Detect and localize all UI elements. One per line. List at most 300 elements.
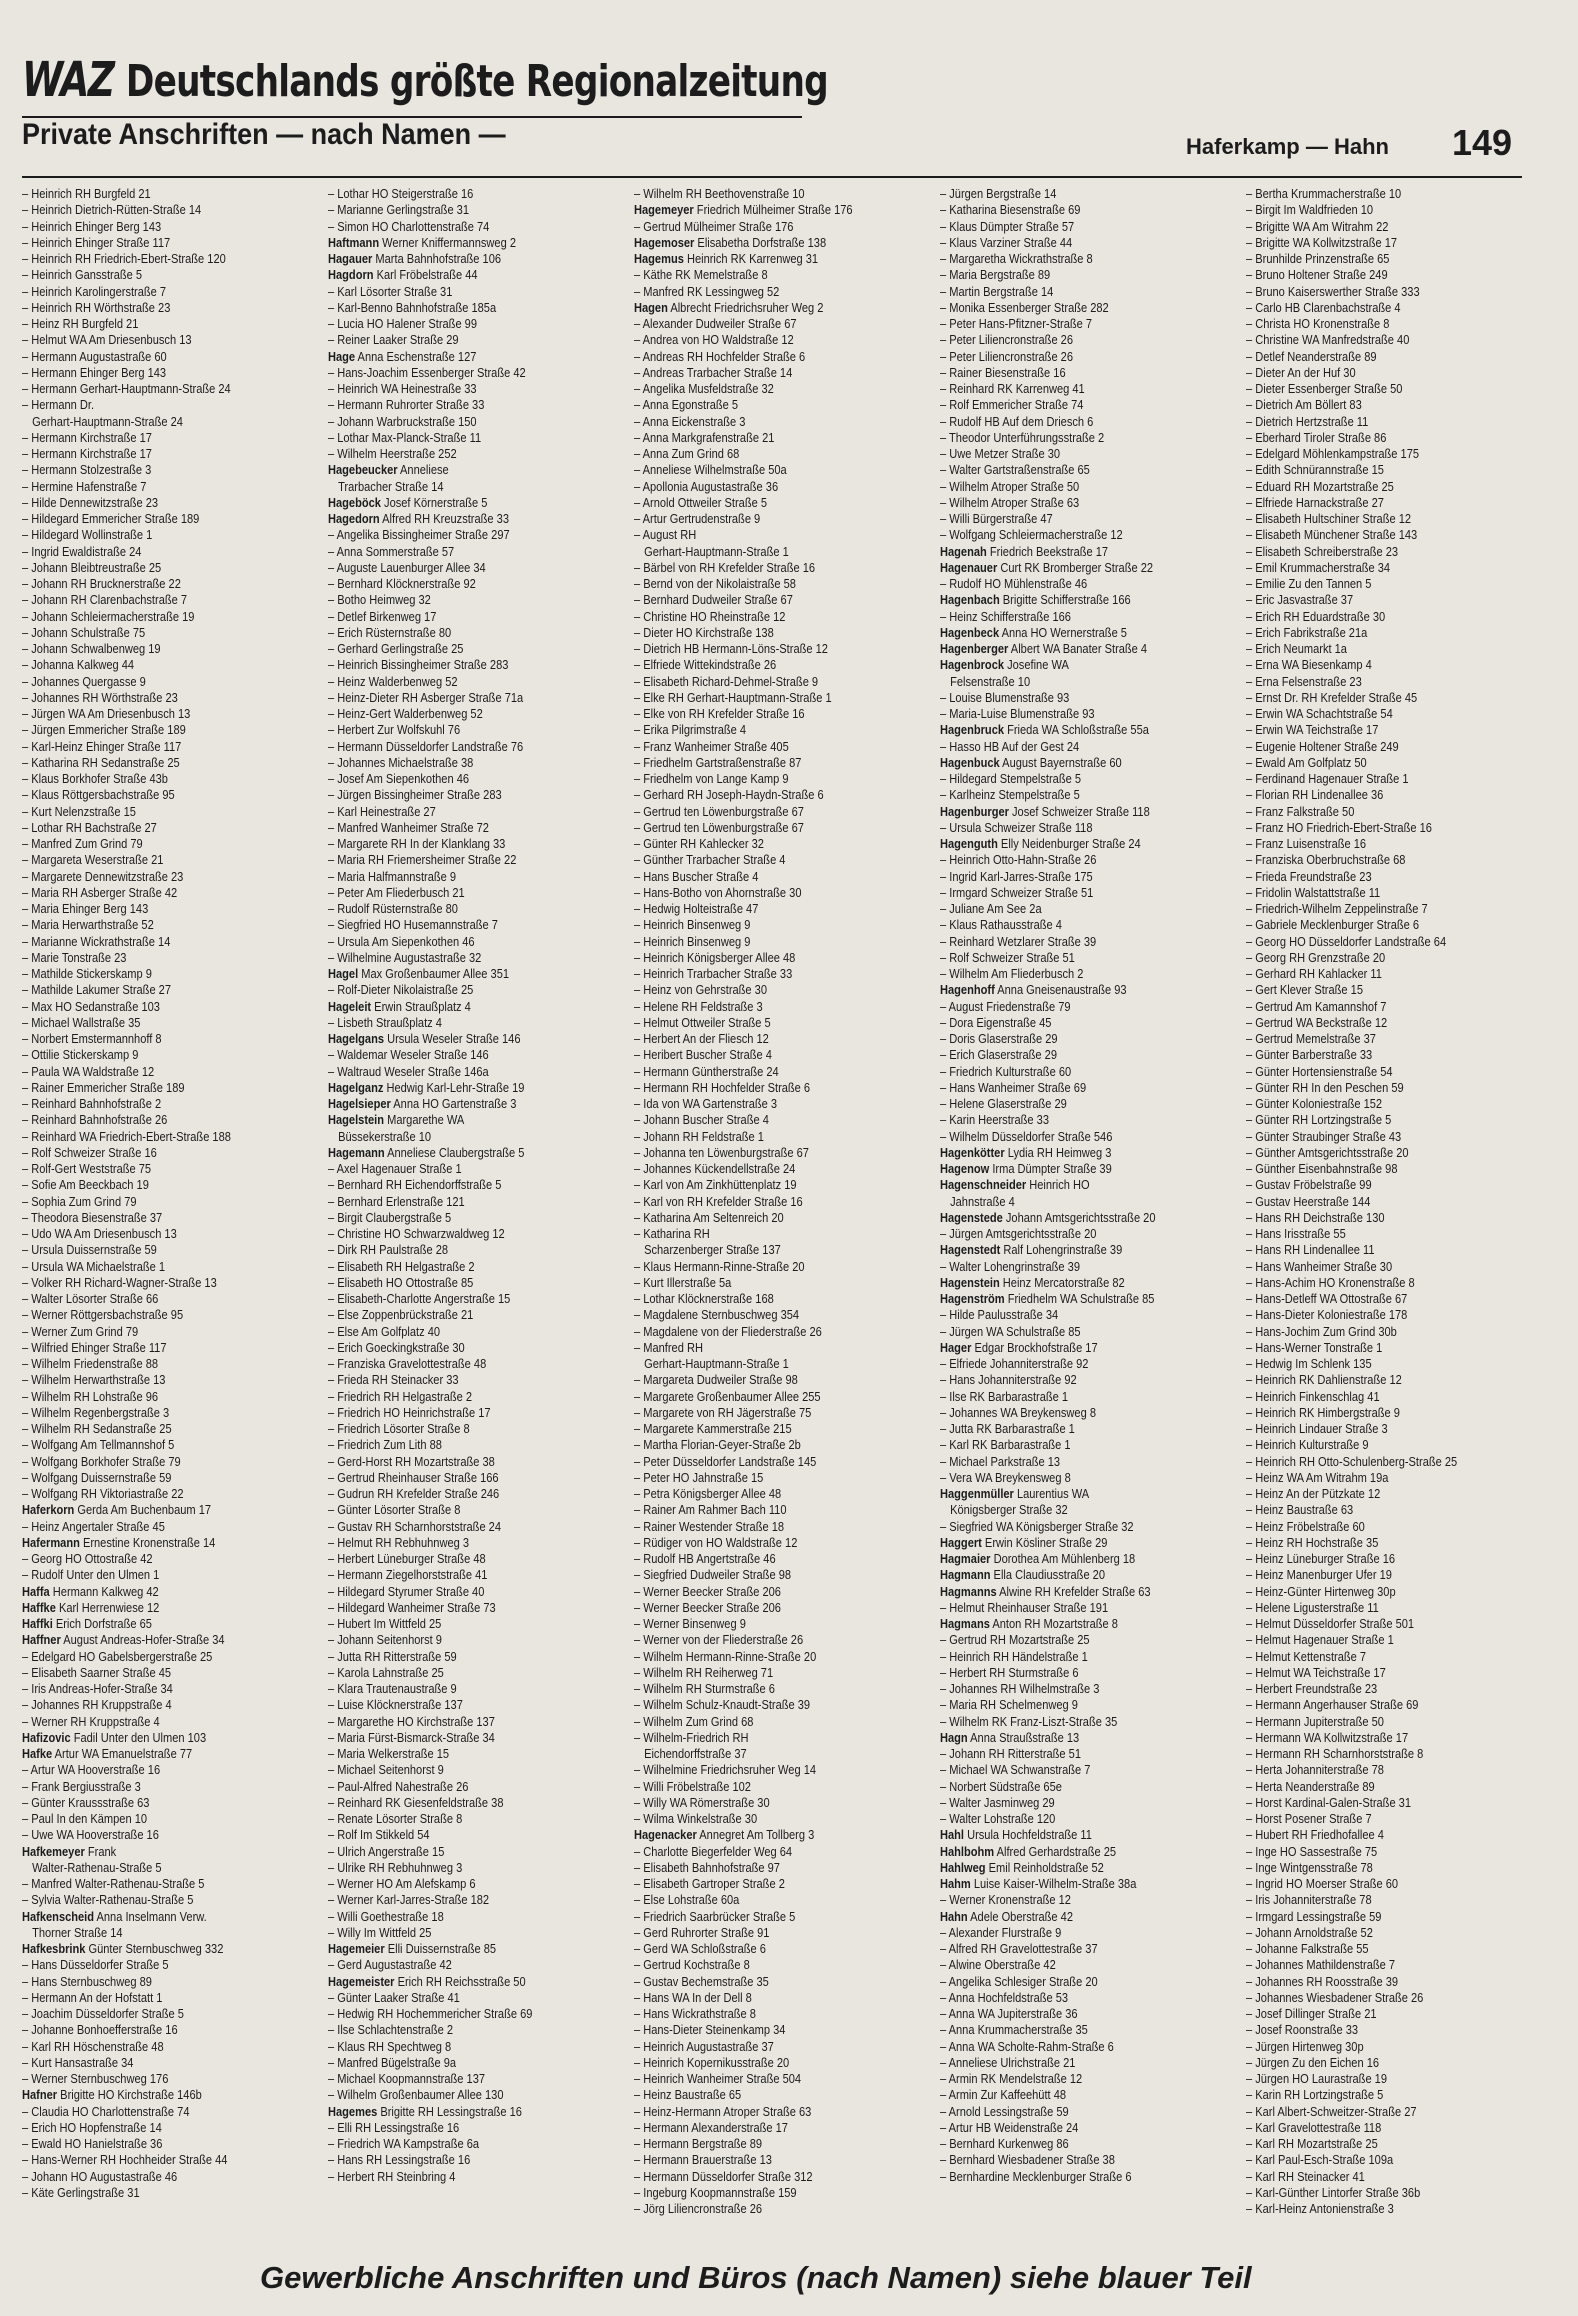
directory-entry: – Siegfried HO Husemannstraße 7 xyxy=(328,917,498,933)
directory-entry: – Wolfgang Duissernstraße 59 xyxy=(22,1469,172,1485)
directory-entry: – Marianne Wickrathstraße 14 xyxy=(22,933,171,949)
directory-entry: – Hubert Im Wittfeld 25 xyxy=(328,1616,442,1631)
directory-entry: – Magdalene von der Fliederstraße 26 xyxy=(634,1323,822,1339)
directory-entry: – Peter Liliencronstraße 26 xyxy=(940,348,1074,364)
directory-entry: – Elke RH Gerhart-Hauptmann-Straße 1 xyxy=(634,689,832,705)
directory-entry: – Heinz Baustraße 63 xyxy=(1246,1502,1354,1518)
directory-entry: – Bernhard Erlenstraße 121 xyxy=(328,1193,465,1209)
directory-entry: – Renate Lösorter Straße 8 xyxy=(328,1811,463,1826)
directory-entry: – Karl RK Barbarastraße 1 xyxy=(940,1437,1071,1453)
directory-entry: – Iris Johanniterstraße 78 xyxy=(1246,1892,1372,1908)
directory-entry: – Rolf Schweizer Straße 16 xyxy=(22,1144,157,1160)
directory-entry: – Christine HO Rheinstraße 12 xyxy=(634,608,786,624)
directory-entry: – Erwin WA Teichstraße 17 xyxy=(1246,722,1379,738)
directory-entry: – Hermann Kirchstraße 17 xyxy=(22,446,152,461)
directory-entry: – Walter Lohstraße 120 xyxy=(940,1811,1056,1826)
directory-entry: – Günter Barberstraße 33 xyxy=(1246,1047,1373,1063)
directory-entry: Hagenbuck August Bayernstraße 60 xyxy=(940,754,1122,770)
directory-entry: – Christa HO Kronenstraße 8 xyxy=(1246,316,1390,331)
directory-entry: – Hans-Joachim Essenberger Straße 42 xyxy=(328,364,526,380)
directory-entry: Jahnstraße 4 xyxy=(950,1193,1015,1209)
directory-entry: – Carlo HB Clarenbachstraße 4 xyxy=(1246,299,1401,315)
directory-entry: Hagelsieper Anna HO Gartenstraße 3 xyxy=(328,1096,517,1111)
directory-entry: – Lisbeth Straußplatz 4 xyxy=(328,1014,442,1030)
directory-entry: Thorner Straße 14 xyxy=(32,1924,123,1940)
directory-entry: – Jürgen Zu den Eichen 16 xyxy=(1246,2054,1380,2070)
directory-entry: – Johann Warbruckstraße 150 xyxy=(328,413,477,429)
directory-entry: – Hans Buscher Straße 4 xyxy=(634,868,759,884)
directory-entry: – Bruno Holtener Straße 249 xyxy=(1246,267,1388,283)
directory-entry: Hafner Brigitte HO Kirchstraße 146b xyxy=(22,2087,202,2103)
directory-entry: – Inge Wintgensstraße 78 xyxy=(1246,1859,1373,1875)
directory-entry: – Friedhelm von Lange Kamp 9 xyxy=(634,771,789,786)
directory-entry: – Brunhilde Prinzenstraße 65 xyxy=(1246,251,1390,266)
directory-entry: – Ewald HO Hanielstraße 36 xyxy=(22,2136,163,2151)
directory-entry: – Johannes Quergasse 9 xyxy=(22,673,146,689)
directory-entry: – Johann Bleibtreustraße 25 xyxy=(22,559,162,575)
directory-entry: – Hans RH Lessingstraße 16 xyxy=(328,2152,471,2168)
directory-entry: – Waldemar Weseler Straße 146 xyxy=(328,1047,489,1063)
directory-entry: Hagenacker Annegret Am Tollberg 3 xyxy=(634,1827,815,1843)
directory-entry: – Peter HO Jahnstraße 15 xyxy=(634,1469,764,1485)
directory-entry: – Ursula Duissernstraße 59 xyxy=(22,1242,157,1258)
directory-entry: – Ingrid Ewaldistraße 24 xyxy=(22,543,142,559)
directory-entry: – Gustav Heerstraße 144 xyxy=(1246,1193,1371,1209)
directory-entry: Hahlbohm Alfred Gerhardstraße 25 xyxy=(940,1843,1117,1859)
directory-entry: Trarbacher Straße 14 xyxy=(338,478,444,494)
directory-entry: – Gudrun RH Krefelder Straße 246 xyxy=(328,1486,500,1501)
directory-entry: – Wilhelm Schulz-Knaudt-Straße 39 xyxy=(634,1697,811,1713)
directory-entry: – Gerd WA Schloßstraße 6 xyxy=(634,1941,766,1956)
directory-entry: – Hermann Brauerstraße 13 xyxy=(634,2152,772,2168)
directory-entry: – Joachim Düsseldorfer Straße 5 xyxy=(22,2006,184,2021)
directory-entry: – Herbert Lüneburger Straße 48 xyxy=(328,1551,486,1566)
directory-entry: – Reinhard RK Karrenweg 41 xyxy=(940,381,1085,396)
directory-entry: – Wilhelm RH Beethovenstraße 10 xyxy=(634,186,805,201)
directory-entry: – Karl-Heinz Antonienstraße 3 xyxy=(1246,2201,1394,2216)
directory-entry: – Hermann Angerhauser Straße 69 xyxy=(1246,1697,1419,1713)
directory-entry: – Max HO Sedanstraße 103 xyxy=(22,998,160,1014)
directory-entry: – Maria Halfmannstraße 9 xyxy=(328,868,457,884)
directory-entry: – Johann RH Brucknerstraße 22 xyxy=(22,576,181,591)
directory-entry: – Erich Fabrikstraße 21a xyxy=(1246,624,1368,640)
directory-entry: – Anna WA Jupiterstraße 36 xyxy=(940,2006,1078,2021)
directory-entry: Haffner August Andreas-Hofer-Straße 34 xyxy=(22,1632,225,1648)
directory-entry: – Klaus Dümpter Straße 57 xyxy=(940,218,1075,234)
directory-entry: – Kurt Illerstraße 5a xyxy=(634,1274,732,1290)
directory-entry: – Wilhelm RH Reiherweg 71 xyxy=(634,1664,774,1680)
directory-entry: – Rolf Im Stikkeld 54 xyxy=(328,1827,430,1843)
directory-entry: – Klaus RH Spechtweg 8 xyxy=(328,2038,452,2054)
directory-entry: – Karl RH Mozartstraße 25 xyxy=(1246,2136,1378,2151)
directory-entry: – Jürgen Amtsgerichtsstraße 20 xyxy=(940,1226,1097,1241)
directory-entry: – Anna Eickenstraße 3 xyxy=(634,413,746,429)
directory-entry: – Josef Am Siepenkothen 46 xyxy=(328,771,470,786)
directory-entry: – Wilhelm Düsseldorfer Straße 546 xyxy=(940,1128,1113,1144)
directory-entry: – Johann RH Ritterstraße 51 xyxy=(940,1746,1082,1761)
directory-entry: – Erich Glaserstraße 29 xyxy=(940,1047,1057,1063)
directory-entry: Hagemeier Elli Duissernstraße 85 xyxy=(328,1941,497,1956)
listing-column-4 xyxy=(940,186,1236,2240)
directory-entry: – Helene Glaserstraße 29 xyxy=(940,1096,1067,1111)
directory-entry: – Rainer Westender Straße 18 xyxy=(634,1518,785,1534)
directory-entry: – Walter Jasminweg 29 xyxy=(940,1794,1055,1810)
directory-entry: – Manfred Wanheimer Straße 72 xyxy=(328,819,489,835)
directory-entry: – August Friedenstraße 79 xyxy=(940,998,1071,1014)
directory-entry: – Rainer Biesenstraße 16 xyxy=(940,364,1066,380)
directory-entry: – Hermann Gerhart-Hauptmann-Straße 24 xyxy=(22,381,231,396)
name-range: Haferkamp — Hahn xyxy=(1186,134,1389,159)
directory-entry: – Norbert Südstraße 65e xyxy=(940,1778,1062,1794)
directory-entry: – Hermann Dr. xyxy=(22,397,95,413)
directory-entry: – Hildegard Wollinstraße 1 xyxy=(22,527,153,543)
directory-entry: – Werner Karl-Jarres-Straße 182 xyxy=(328,1892,490,1908)
directory-entry: – Wilhelm Atroper Straße 50 xyxy=(940,478,1080,494)
directory-entry: – Helmut Düsseldorfer Straße 501 xyxy=(1246,1616,1415,1631)
directory-entry: – Elisabeth Schreiberstraße 23 xyxy=(1246,543,1399,559)
directory-entry: – Heribert Buscher Straße 4 xyxy=(634,1047,772,1063)
directory-entry: – Hilde Paulusstraße 34 xyxy=(940,1307,1059,1323)
directory-entry: – Erika Pilgrimstraße 4 xyxy=(634,722,747,738)
directory-entry: Gerhart-Hauptmann-Straße 1 xyxy=(644,543,789,559)
directory-entry: – Helmut WA Teichstraße 17 xyxy=(1246,1664,1386,1680)
directory-entry: – Axel Hagenauer Straße 1 xyxy=(328,1161,462,1176)
directory-entry: – Mathilde Stickerskamp 9 xyxy=(22,966,152,981)
directory-entry: – Erich Neumarkt 1a xyxy=(1246,641,1347,656)
directory-entry: – Elfriede Wittekindstraße 26 xyxy=(634,657,777,673)
directory-entry: – Hermann Kirchstraße 17 xyxy=(22,429,152,445)
directory-entry: – Klaus Varziner Straße 44 xyxy=(940,234,1073,250)
directory-entry: – Gustav RH Scharnhorststraße 24 xyxy=(328,1518,502,1534)
directory-entry: – Anna Hochfeldstraße 53 xyxy=(940,1989,1069,2005)
directory-entry: Hagebeucker Anneliese xyxy=(328,462,449,478)
directory-entry: – Jürgen Emmericher Straße 189 xyxy=(22,722,186,738)
directory-entry: – Andreas Trarbacher Straße 14 xyxy=(634,364,793,380)
directory-entry: Hagmans Anton RH Mozartstraße 8 xyxy=(940,1616,1118,1631)
directory-entry: – Wilhelmine Friedrichsruher Weg 14 xyxy=(634,1762,817,1778)
directory-entry: Königsberger Straße 32 xyxy=(950,1502,1068,1518)
directory-entry: – Hans-Werner RH Hochheider Straße 44 xyxy=(22,2152,228,2168)
directory-entry: – Wilma Winkelstraße 30 xyxy=(634,1811,758,1826)
directory-entry: – Elfriede Johanniterstraße 92 xyxy=(940,1356,1089,1371)
directory-entry: – Hans-Dieter Steinenkamp 34 xyxy=(634,2022,786,2038)
directory-entry: – Gustav Fröbelstraße 99 xyxy=(1246,1177,1372,1193)
directory-entry: Hagn Anna Straußstraße 13 xyxy=(940,1729,1080,1745)
directory-entry: – Hans-Detleff WA Ottostraße 67 xyxy=(1246,1291,1408,1306)
directory-entry: – Wilhelm RK Franz-Liszt-Straße 35 xyxy=(940,1713,1118,1729)
directory-entry: Hagelganz Hedwig Karl-Lehr-Straße 19 xyxy=(328,1079,525,1095)
directory-entry: Haggert Erwin Kösliner Straße 29 xyxy=(940,1534,1108,1550)
directory-entry: – Dietrich Am Böllert 83 xyxy=(1246,397,1362,413)
directory-entry: – Johann Schulstraße 75 xyxy=(22,624,146,640)
directory-entry: – Arnold Ottweiler Straße 5 xyxy=(634,494,767,510)
directory-entry: – Gertrud RH Mozartstraße 25 xyxy=(940,1632,1090,1648)
directory-entry: – Karl-Benno Bahnhofstraße 185a xyxy=(328,299,497,315)
directory-entry: Hahm Luise Kaiser-Wilhelm-Straße 38a xyxy=(940,1876,1137,1891)
directory-entry: – Maria RH Asberger Straße 42 xyxy=(22,884,178,900)
directory-entry: – Johann Schwalbenweg 19 xyxy=(22,641,161,656)
directory-entry: – Heinrich Otto-Hahn-Straße 26 xyxy=(940,852,1097,868)
directory-entry: – Fridolin Walstattstraße 11 xyxy=(1246,884,1381,900)
directory-entry: – Auguste Lauenburger Allee 34 xyxy=(328,559,486,575)
directory-entry: – Karin RH Lortzingstraße 5 xyxy=(1246,2087,1384,2103)
directory-entry: Büssekerstraße 10 xyxy=(338,1128,432,1144)
directory-entry: Haffki Erich Dorfstraße 65 xyxy=(22,1616,152,1631)
directory-entry: – Jörg Liliencronstraße 26 xyxy=(634,2201,763,2216)
directory-entry: – Klaus Rathausstraße 4 xyxy=(940,917,1062,933)
directory-entry: – Erwin WA Schachtstraße 54 xyxy=(1246,706,1393,721)
directory-entry: – Johanne Bonhoefferstraße 16 xyxy=(22,2022,178,2038)
directory-entry: – Heinrich Trarbacher Straße 33 xyxy=(634,966,793,981)
directory-entry: – Maria Ehinger Berg 143 xyxy=(22,901,149,916)
directory-entry: – Heinz Lüneburger Straße 16 xyxy=(1246,1551,1396,1566)
directory-entry: – Hans-Achim HO Kronenstraße 8 xyxy=(1246,1274,1415,1290)
directory-entry: – Werner HO Am Alefskamp 6 xyxy=(328,1876,476,1891)
directory-entry: – Manfred Zum Grind 79 xyxy=(22,836,143,851)
directory-entry: – Karl von Am Zinkhüttenplatz 19 xyxy=(634,1177,797,1193)
directory-entry: – Hermann RH Scharnhorststraße 8 xyxy=(1246,1746,1424,1761)
directory-entry: – Gerhard Gerlingstraße 25 xyxy=(328,641,464,656)
directory-entry: – Elke von RH Krefelder Straße 16 xyxy=(634,706,805,721)
directory-entry: Hageböck Josef Körnerstraße 5 xyxy=(328,494,488,510)
directory-entry: – Johanna ten Löwenburgstraße 67 xyxy=(634,1144,809,1160)
directory-entry: – Heinz Fröbelstraße 60 xyxy=(1246,1518,1365,1534)
directory-entry: – Gabriele Mecklenburger Straße 6 xyxy=(1246,917,1420,933)
directory-entry: – Michael WA Schwanstraße 7 xyxy=(940,1762,1091,1778)
directory-entry: – Walter Gartstraßenstraße 65 xyxy=(940,462,1090,478)
directory-entry: – Käthe RK Memelstraße 8 xyxy=(634,267,768,283)
directory-entry: – Hans Irisstraße 55 xyxy=(1246,1226,1346,1241)
directory-entry: – Charlotte Biegerfelder Weg 64 xyxy=(634,1843,793,1859)
directory-entry: – Simon HO Charlottenstraße 74 xyxy=(328,218,490,234)
directory-entry: – Alexander Flurstraße 9 xyxy=(940,1924,1062,1940)
directory-entry: – Walter Lohengrinstraße 39 xyxy=(940,1258,1080,1274)
directory-entry: – Maria Herwarthstraße 52 xyxy=(22,917,154,933)
directory-entry: – Rudolf HB Angertstraße 46 xyxy=(634,1551,776,1566)
directory-entry: – Erna WA Biesenkamp 4 xyxy=(1246,657,1372,673)
directory-entry: – Helene Ligusterstraße 11 xyxy=(1246,1599,1379,1615)
directory-entry: – Hermann Alexanderstraße 17 xyxy=(634,2119,788,2135)
directory-entry: Hager Edgar Brockhofstraße 17 xyxy=(940,1339,1098,1355)
directory-entry: – Werner Sternbuschweg 176 xyxy=(22,2071,169,2086)
directory-entry: Hagauer Marta Bahnhofstraße 106 xyxy=(328,251,502,266)
directory-entry: – Frank Bergiusstraße 3 xyxy=(22,1778,141,1794)
directory-entry: Hagenschneider Heinrich HO xyxy=(940,1177,1090,1193)
directory-entry: – Edelgard HO Gabelsbergerstraße 25 xyxy=(22,1648,213,1664)
directory-entry: – Anna Egonstraße 5 xyxy=(634,397,739,413)
directory-entry: Hafkemeyer Frank xyxy=(22,1843,117,1859)
directory-entry: – Katharina RH Sedanstraße 25 xyxy=(22,754,180,770)
directory-entry: – Birgit Claubergstraße 5 xyxy=(328,1209,452,1225)
directory-entry: – Erna Felsenstraße 23 xyxy=(1246,673,1362,689)
directory-entry: – Ingrid HO Moerser Straße 60 xyxy=(1246,1876,1399,1891)
directory-entry: – Angelika Schlesiger Straße 20 xyxy=(940,1973,1098,1989)
directory-entry: – Elisabeth Münchener Straße 143 xyxy=(1246,527,1418,543)
directory-entry: – Hans-Jochim Zum Grind 30b xyxy=(1246,1323,1397,1339)
listing-column-1 xyxy=(22,186,318,2240)
directory-entry: – Reinhard Wetzlarer Straße 39 xyxy=(940,933,1097,949)
directory-entry: – Heinz WA Am Witrahm 19a xyxy=(1246,1469,1389,1485)
directory-entry: – Hermann Jupiterstraße 50 xyxy=(1246,1713,1384,1729)
directory-entry: – Hermann Güntherstraße 24 xyxy=(634,1063,779,1079)
directory-entry: – Elisabeth-Charlotte Angerstraße 15 xyxy=(328,1291,511,1306)
directory-entry: Hagenburger Josef Schweizer Straße 118 xyxy=(940,803,1150,819)
directory-entry: – Heinrich Kulturstraße 9 xyxy=(1246,1437,1369,1453)
directory-entry: – Helmut Rheinhauser Straße 191 xyxy=(940,1599,1109,1615)
directory-entry: – Johann Seitenhorst 9 xyxy=(328,1632,442,1648)
directory-entry: – Dieter Essenberger Straße 50 xyxy=(1246,381,1403,396)
directory-entry: – Wilhelm Herwarthstraße 13 xyxy=(22,1372,166,1388)
directory-entry: – Lucia HO Halener Straße 99 xyxy=(328,316,478,331)
directory-entry: – Günter Laaker Straße 41 xyxy=(328,1989,460,2005)
directory-entry: – Franz Luisenstraße 16 xyxy=(1246,836,1367,851)
directory-entry: – Heinz RH Hochstraße 35 xyxy=(1246,1534,1379,1550)
page-number: 149 xyxy=(1452,122,1513,163)
directory-entry: Eichendorffstraße 37 xyxy=(644,1746,747,1761)
directory-entry: – Günter Koloniestraße 152 xyxy=(1246,1096,1383,1111)
directory-entry: – Hilde Dennewitzstraße 23 xyxy=(22,494,159,510)
directory-entry: – Norbert Emstermannhoff 8 xyxy=(22,1031,162,1046)
directory-entry: – Anneliese Wilhelmstraße 50a xyxy=(634,462,787,478)
directory-entry: – Johanne Falkstraße 55 xyxy=(1246,1941,1369,1956)
directory-entry: – Alfred RH Gravelottestraße 37 xyxy=(940,1941,1098,1956)
directory-entry: – Hans Wanheimer Straße 69 xyxy=(940,1079,1087,1095)
directory-entry: – Hubert RH Friedhofallee 4 xyxy=(1246,1827,1384,1843)
directory-entry: – Karl Albert-Schweitzer-Straße 27 xyxy=(1246,2103,1417,2119)
directory-entry: – Siegfried Dudweiler Straße 98 xyxy=(634,1567,792,1583)
directory-entry: – Dietrich Hertzstraße 11 xyxy=(1246,413,1369,429)
directory-entry: – Bernhard RH Eichendorffstraße 5 xyxy=(328,1177,502,1193)
directory-entry: – Elisabeth Gartroper Straße 2 xyxy=(634,1876,785,1891)
directory-entry: – Heinz-Hermann Atroper Straße 63 xyxy=(634,2103,812,2119)
directory-entry: – Iris Andreas-Hofer-Straße 34 xyxy=(22,1681,173,1696)
directory-entry: Hagenström Friedhelm WA Schulstraße 85 xyxy=(940,1291,1155,1306)
directory-entry: – Friedrich Kulturstraße 60 xyxy=(940,1063,1072,1079)
directory-entry: – Horst Kardinal-Galen-Straße 31 xyxy=(1246,1794,1412,1810)
directory-entry: – Brigitte WA Am Witrahm 22 xyxy=(1246,218,1389,234)
directory-entry: – Hermann RH Hochfelder Straße 6 xyxy=(634,1079,811,1095)
directory-entry: Haggenmüller Laurentius WA xyxy=(940,1486,1090,1501)
directory-entry: – Michael Koopmannstraße 137 xyxy=(328,2071,486,2086)
directory-entry: – Friedhelm Gartstraßenstraße 87 xyxy=(634,754,802,770)
directory-entry: Hafke Artur WA Emanuelstraße 77 xyxy=(22,1746,193,1761)
directory-entry: – Bernhard Wiesbadener Straße 38 xyxy=(940,2152,1115,2168)
directory-entry: – Georg HO Ottostraße 42 xyxy=(22,1551,153,1566)
directory-entry: – Johannes Wiesbadener Straße 26 xyxy=(1246,1989,1424,2005)
directory-entry: – Emil Krummacherstraße 34 xyxy=(1246,559,1391,575)
directory-entry: – Reinhard RK Giesenfeldstraße 38 xyxy=(328,1794,504,1810)
directory-entry: – Petra Königsberger Allee 48 xyxy=(634,1486,782,1501)
directory-entry: – Günter RH Lortzingstraße 5 xyxy=(1246,1112,1392,1128)
directory-entry: – Johannes RH Wilhelmstraße 3 xyxy=(940,1681,1100,1696)
directory-entry: – Ferdinand Hagenauer Straße 1 xyxy=(1246,771,1409,786)
directory-entry: – Willi Fröbelstraße 102 xyxy=(634,1778,751,1794)
directory-entry: – Gerd Ruhrorter Straße 91 xyxy=(634,1924,770,1940)
directory-entry: – Heinrich Dietrich-Rütten-Straße 14 xyxy=(22,202,202,218)
directory-entry: – Jürgen Bissingheimer Straße 283 xyxy=(328,787,502,803)
directory-entry: – Heinz Angertaler Straße 45 xyxy=(22,1518,165,1534)
directory-entry: Hagenbach Brigitte Schifferstraße 166 xyxy=(940,592,1131,608)
directory-entry: – Heinrich Karolingerstraße 7 xyxy=(22,283,167,299)
directory-entry: – Herbert Freundstraße 23 xyxy=(1246,1681,1378,1696)
directory-entry: – Else Am Golfplatz 40 xyxy=(328,1323,441,1339)
directory-entry: – Hermann Bergstraße 89 xyxy=(634,2136,763,2151)
directory-entry: Hagen Albrecht Friedrichsruher Weg 2 xyxy=(634,299,824,315)
directory-entry: – Georg HO Düsseldorfer Landstraße 64 xyxy=(1246,933,1447,949)
directory-entry: – Michael Parkstraße 13 xyxy=(940,1453,1061,1469)
directory-entry: – Josef Roonstraße 33 xyxy=(1246,2022,1359,2038)
directory-entry: – Anna Zum Grind 68 xyxy=(634,446,740,461)
directory-entry: – Heinrich RK Dahlienstraße 12 xyxy=(1246,1372,1402,1388)
directory-entry: – Jürgen Bergstraße 14 xyxy=(940,186,1057,201)
directory-entry: – Hermann An der Hofstatt 1 xyxy=(22,1989,163,2005)
directory-entry: Hagenguth Elly Neidenburger Straße 24 xyxy=(940,836,1141,851)
directory-entry: – Ernst Dr. RH Krefelder Straße 45 xyxy=(1246,689,1418,705)
directory-entry: – Karl Gravelottestraße 118 xyxy=(1246,2119,1382,2135)
directory-entry: – Peter Hans-Pfitzner-Straße 7 xyxy=(940,316,1093,331)
directory-entry: Hagenstede Johann Amtsgerichtsstraße 20 xyxy=(940,1209,1156,1225)
directory-entry: – Gertrud ten Löwenburgstraße 67 xyxy=(634,819,804,835)
directory-entry: – Hedwig RH Hochemmericher Straße 69 xyxy=(328,2006,533,2021)
directory-entry: – Irmgard Lessingstraße 59 xyxy=(1246,1908,1382,1924)
directory-entry: – Werner Röttgersbachstraße 95 xyxy=(22,1307,184,1323)
masthead-tagline: Deutschlands größte Regionalzeitung xyxy=(125,56,828,107)
directory-entry: – Michael Seitenhorst 9 xyxy=(328,1762,444,1778)
directory-entry: – Helene RH Feldstraße 3 xyxy=(634,998,763,1014)
directory-entry: – Johann Arnoldstraße 52 xyxy=(1246,1924,1373,1940)
directory-entry: – Alexander Dudweiler Straße 67 xyxy=(634,316,797,331)
directory-entry: – Werner Kronenstraße 12 xyxy=(940,1892,1071,1908)
directory-entry: – Hans Wanheimer Straße 30 xyxy=(1246,1258,1393,1274)
directory-entry: – Heinz An der Pützkate 12 xyxy=(1246,1486,1381,1501)
directory-entry: – Hans-Dieter Koloniestraße 178 xyxy=(1246,1307,1408,1323)
directory-entry: – Frieda Freundstraße 23 xyxy=(1246,868,1372,884)
directory-entry: – Vera WA Breykensweg 8 xyxy=(940,1469,1071,1485)
directory-entry: – Jürgen Hirtenweg 30p xyxy=(1246,2038,1364,2054)
directory-entry: – Elisabeth Hultschiner Straße 12 xyxy=(1246,511,1412,526)
directory-entry: – Luise Klöcknerstraße 137 xyxy=(328,1697,463,1713)
directory-entry: – Peter Düsseldorfer Landstraße 145 xyxy=(634,1453,817,1469)
directory-entry: – Karola Lahnstraße 25 xyxy=(328,1664,444,1680)
directory-entry: – Walter Lösorter Straße 66 xyxy=(22,1291,159,1306)
directory-entry: – Rolf-Gert Weststraße 75 xyxy=(22,1161,152,1176)
listing-column-3 xyxy=(634,186,930,2240)
directory-entry: – Rudolf Rüsternstraße 80 xyxy=(328,901,458,916)
directory-entry: – Klaus Borkhofer Straße 43b xyxy=(22,771,168,786)
directory-entry: – Josef Dillinger Straße 21 xyxy=(1246,2006,1377,2021)
directory-entry: – Ursula Schweizer Straße 118 xyxy=(940,819,1093,835)
directory-entry: – Else Lohstraße 60a xyxy=(634,1892,740,1908)
directory-entry: Hafermann Ernestine Kronenstraße 14 xyxy=(22,1534,216,1550)
directory-entry: – Hildegard Stempelstraße 5 xyxy=(940,771,1082,786)
directory-entry: – Lothar Klöcknerstraße 168 xyxy=(634,1291,774,1306)
directory-entry: – Lothar Max-Planck-Straße 11 xyxy=(328,429,482,445)
directory-entry: Haferkorn Gerda Am Buchenbaum 17 xyxy=(22,1502,212,1518)
directory-entry: – Wilhelmine Augustastraße 32 xyxy=(328,949,482,965)
directory-entry: – Friedrich RH Helgastraße 2 xyxy=(328,1388,473,1404)
directory-entry: – Christine WA Manfredstraße 40 xyxy=(1246,332,1410,348)
directory-entry: – Gertrud Kochstraße 8 xyxy=(634,1957,750,1973)
directory-entry: – Mathilde Lakumer Straße 27 xyxy=(22,982,172,998)
directory-entry: – Karl RH Höschenstraße 48 xyxy=(22,2038,164,2054)
directory-entry: Hahl Ursula Hochfeldstraße 11 xyxy=(940,1827,1092,1843)
directory-entry: – Heinrich Wanheimer Straße 504 xyxy=(634,2071,802,2086)
directory-entry: Hagenstedt Ralf Lohengrinstraße 39 xyxy=(940,1242,1123,1258)
directory-entry: Gerhart-Hauptmann-Straße 24 xyxy=(32,413,183,429)
directory-entry: – Paul In den Kämpen 10 xyxy=(22,1811,148,1826)
directory-entry: – Dirk RH Paulstraße 28 xyxy=(328,1242,449,1258)
directory-entry: – Rolf-Dieter Nikolaistraße 25 xyxy=(328,982,474,998)
